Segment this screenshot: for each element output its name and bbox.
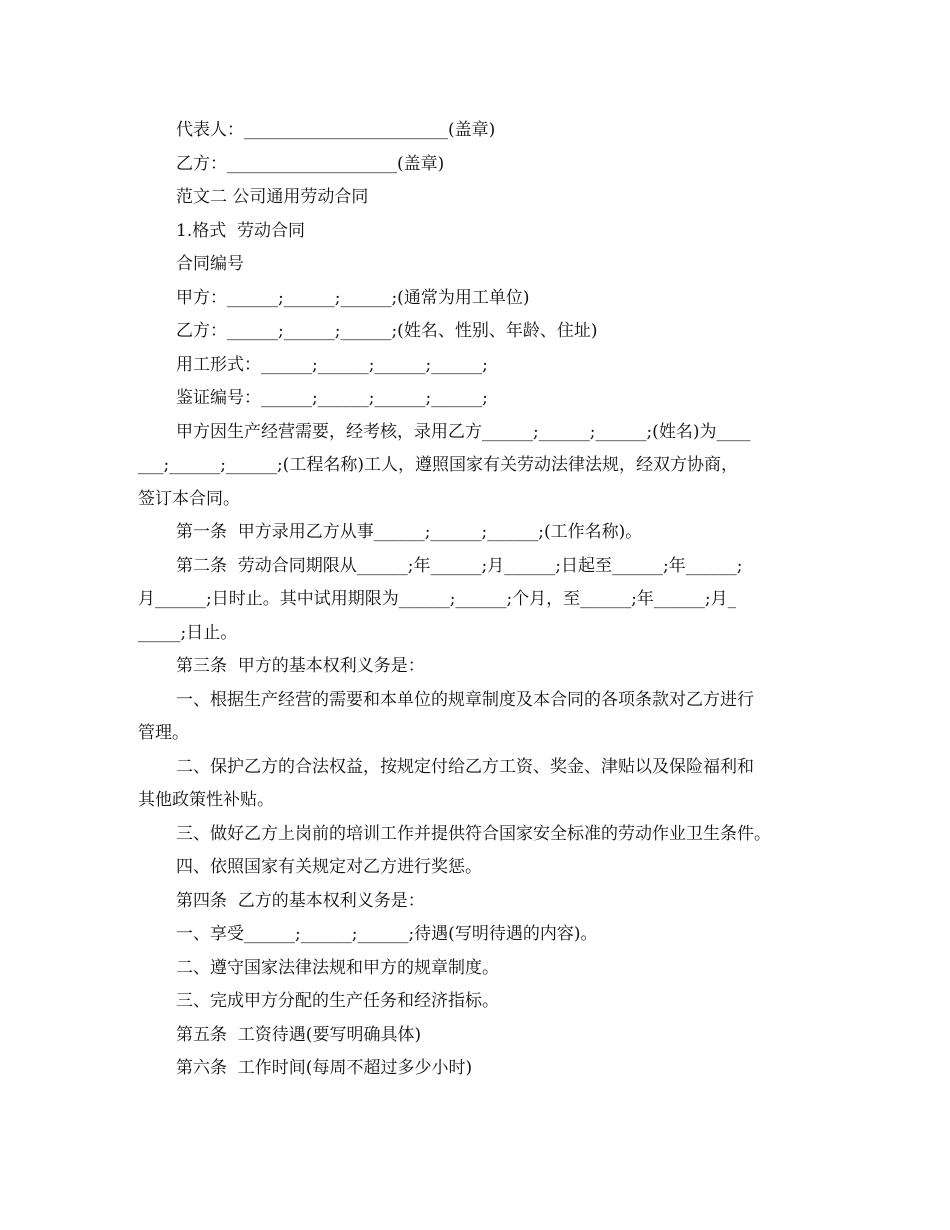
article-4-item-2: 二、遵守国家法律法规和甲方的规章制度。 (176, 957, 499, 978)
article-6: 第六条 工作时间(每周不超过多少小时) (176, 1058, 473, 1078)
article-3-item-1-line-2: 管理。 (138, 723, 189, 743)
article-3-heading: 第三条 甲方的基本权利义务是： (176, 656, 425, 676)
contract-number-label: 合同编号 (176, 254, 244, 274)
party-b-field: 乙方：______;______;______;(姓名、性别、年龄、住址) (176, 321, 598, 341)
article-3-item-1-line-1: 一、根据生产经营的需要和本单位的规章制度及本合同的各项条款对乙方进行 (176, 689, 754, 710)
preamble-line-1: 甲方因生产经营需要，经考核，录用乙方______;______;______;(姓名)为____ (176, 421, 751, 442)
article-3-item-2-line-1: 二、保护乙方的合法权益，按规定付给乙方工资、奖金、津贴以及保险福利和 (176, 756, 754, 777)
party-a-field: 甲方：______;______;______;(通常为用工单位) (176, 287, 530, 308)
article-2-line-1: 第二条 劳动合同期限从______;年______;月______;日起至______;年______; (176, 555, 743, 576)
article-3-item-2-line-2: 其他政策性补贴。 (138, 790, 274, 810)
section-title: 范文二 公司通用劳动合同 (176, 187, 369, 207)
article-4-item-1: 一、享受______;______;______;待遇(写明待遇的内容)。 (176, 924, 598, 944)
employment-form-field: 用工形式：______;______;______;______; (176, 354, 488, 375)
article-4-item-3: 三、完成甲方分配的生产任务和经济指标。 (176, 991, 499, 1011)
preamble-line-3: 签订本合同。 (138, 488, 240, 509)
article-4-heading: 第四条 乙方的基本权利义务是： (176, 890, 425, 911)
article-1: 第一条 甲方录用乙方从事______;______;______;(工作名称)。 (176, 522, 643, 542)
document-body (138, 114, 818, 1086)
article-3-item-3: 三、做好乙方上岗前的培训工作并提供符合国家安全标准的劳动作业卫生条件。 (176, 823, 771, 844)
preamble-line-2: ___;______;______;(工程名称)工人，遵照国家有关劳动法律法规，经双方协商， (138, 455, 738, 475)
article-2-line-2: 月______;日时止。其中试用期限为______;______;个月，至______;年______;月_ (138, 589, 737, 609)
article-2-line-3: _____;日止。 (138, 622, 238, 643)
article-5: 第五条 工资待遇(要写明确具体) (176, 1024, 422, 1045)
verification-number-field: 鉴证编号：______;______;______;______; (176, 388, 488, 408)
signature-line-representative: 代表人：________________________(盖章) (176, 120, 496, 140)
signature-line-party-b: 乙方：____________________(盖章) (176, 153, 445, 174)
article-3-item-4: 四、依照国家有关规定对乙方进行奖惩。 (176, 857, 482, 877)
format-heading: 1.格式 劳动合同 (176, 220, 306, 241)
